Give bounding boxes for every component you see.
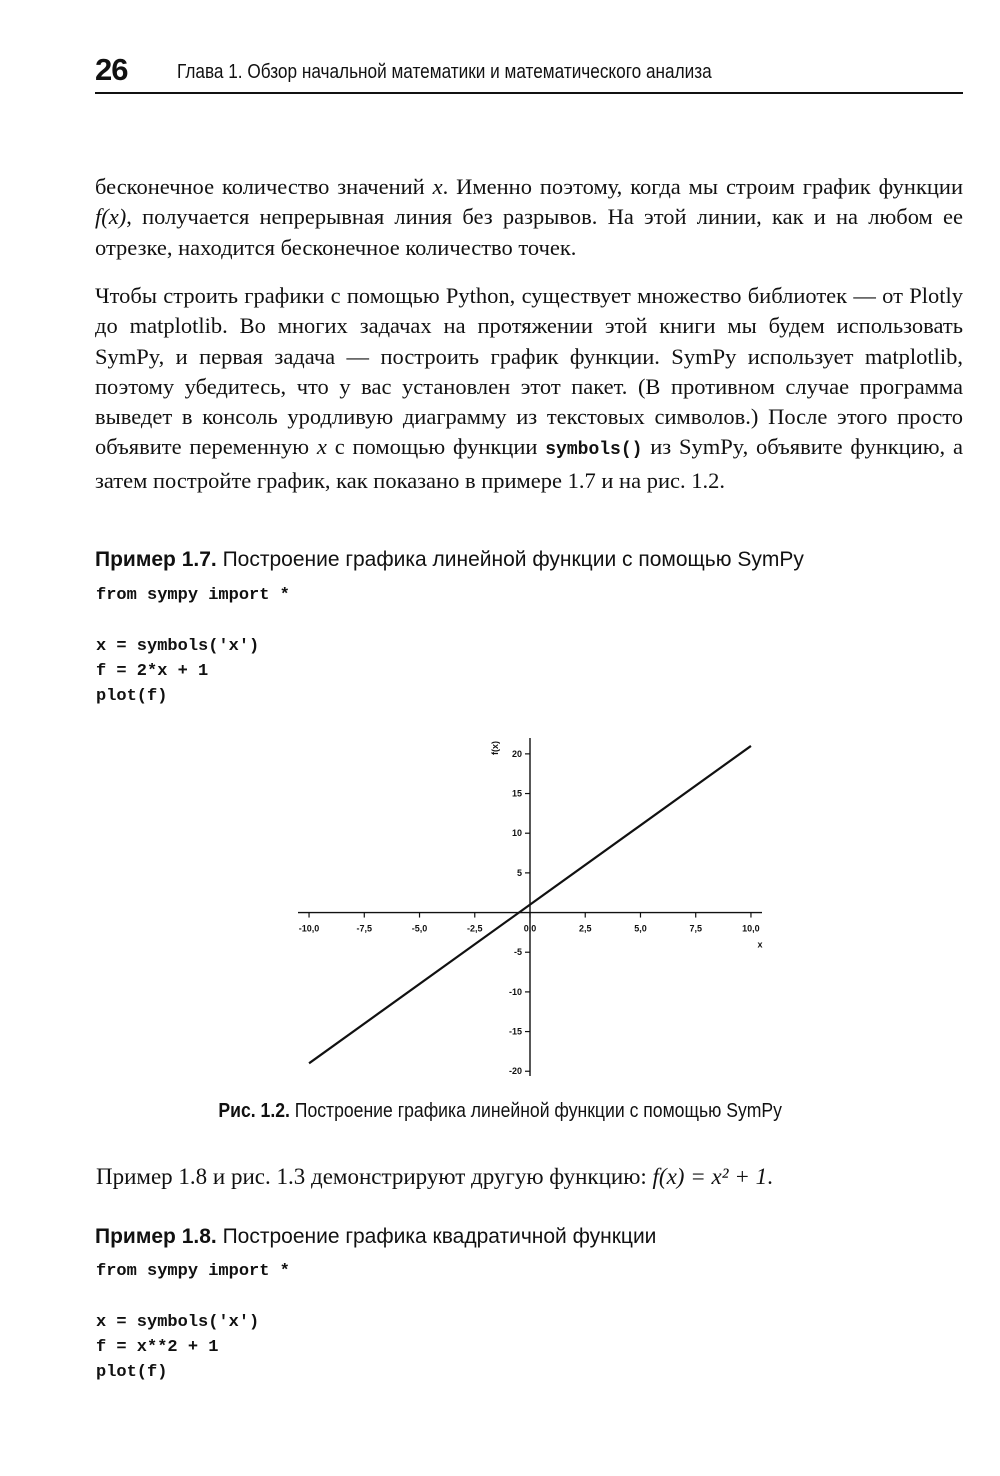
paragraph-2-part1: Чтобы строить графики с помощью Python, существует множество библиотек — от Plotly до matplotlib. Во многих задачах на протяжении этой книги мы будем использовать SymPy, и первая задача — построить график функции. SymPy использует matplotlib, поэтому убедитесь, что у вас установлен этот пакет. (В противном случае программа выведет в консоль уродливую диаграмму из текстовых символов.) После этого просто объявите переменную — [95, 283, 963, 460]
variable-x: x — [432, 174, 443, 199]
inline-code-symbols: symbols() — [545, 440, 643, 461]
paragraph-3-end: . — [767, 1164, 773, 1189]
figure-caption — [0, 1100, 1000, 1123]
y-tick-label: -5 — [513, 947, 522, 958]
x-tick-label: 2,5 — [578, 923, 592, 934]
paragraph-3-text: Пример 1.8 и рис. 1.3 демонстрируют другую функцию: — [96, 1164, 653, 1189]
x-tick-label: -7,5 — [356, 923, 373, 934]
paragraph-1-part1: бесконечное количество значений — [95, 174, 433, 199]
quadratic-equation: f(x) = x² + 1 — [652, 1164, 768, 1189]
y-tick-label: -15 — [508, 1026, 522, 1037]
variable-x: x — [316, 434, 327, 460]
paragraph-1-part2: . Именно поэтому, когда мы строим график функции — [442, 174, 963, 199]
example-1-8-title — [95, 1225, 656, 1249]
paragraph-1-part3: , получается непрерывная линия без разрывов. На этой линии, как и на любом ее отрезке, находится бесконечное количество точек. — [95, 204, 963, 260]
x-tick-label: 5,0 — [634, 923, 647, 934]
page-header — [95, 52, 963, 94]
example-title-text: Построение графика линейной функции с помощью SymPy — [216, 548, 804, 571]
paragraph-2 — [95, 281, 963, 496]
x-axis-label: x — [757, 939, 763, 950]
y-tick-label: -10 — [508, 986, 522, 997]
example-title-text: Построение графика квадратичной функции — [216, 1225, 657, 1248]
paragraph-1 — [95, 172, 963, 263]
code-block-1-7: from sympy import * x = symbols('x') f = 2*x + 1 plot(f) — [96, 586, 290, 707]
y-tick-label: 15 — [511, 788, 522, 799]
example-1-7-title — [95, 548, 804, 572]
y-tick-label: 20 — [511, 748, 522, 759]
y-tick-label: -20 — [508, 1066, 522, 1077]
paragraph-2-part3: из SymPy, объявите функцию, а затем постройте график, как показано в примере 1.7 и на рис. 1.2. — [95, 434, 963, 493]
example-label: Пример 1.7. — [95, 548, 217, 571]
x-tick-label: -10,0 — [298, 923, 320, 934]
x-tick-label: 0,0 — [523, 923, 537, 934]
paragraph-2-part2: с помощью функции — [326, 434, 546, 460]
y-tick-label: 10 — [511, 828, 522, 839]
y-axis-label: f(x) — [490, 741, 500, 755]
x-tick-label: 7,5 — [689, 923, 702, 934]
code-block-1-8: from sympy import * x = symbols('x') f = x**2 + 1 plot(f) — [96, 1262, 290, 1383]
figure-label: Рис. 1.2. — [218, 1100, 290, 1122]
x-tick-label: -5,0 — [411, 923, 428, 934]
example-label: Пример 1.8. — [95, 1225, 217, 1248]
paragraph-3 — [96, 1164, 773, 1190]
function-fx: f(x) — [95, 204, 127, 230]
x-tick-label: -2,5 — [467, 923, 483, 934]
linear-function-chart — [290, 730, 780, 1085]
page-number: 26 — [95, 52, 128, 87]
x-tick-label: 10,0 — [742, 923, 760, 934]
figure-caption-text: Построение графика линейной функции с помощью SymPy — [289, 1100, 782, 1122]
chapter-title: Глава 1. Обзор начальной математики и математического анализа — [177, 61, 712, 83]
y-tick-label: 5 — [516, 867, 522, 878]
